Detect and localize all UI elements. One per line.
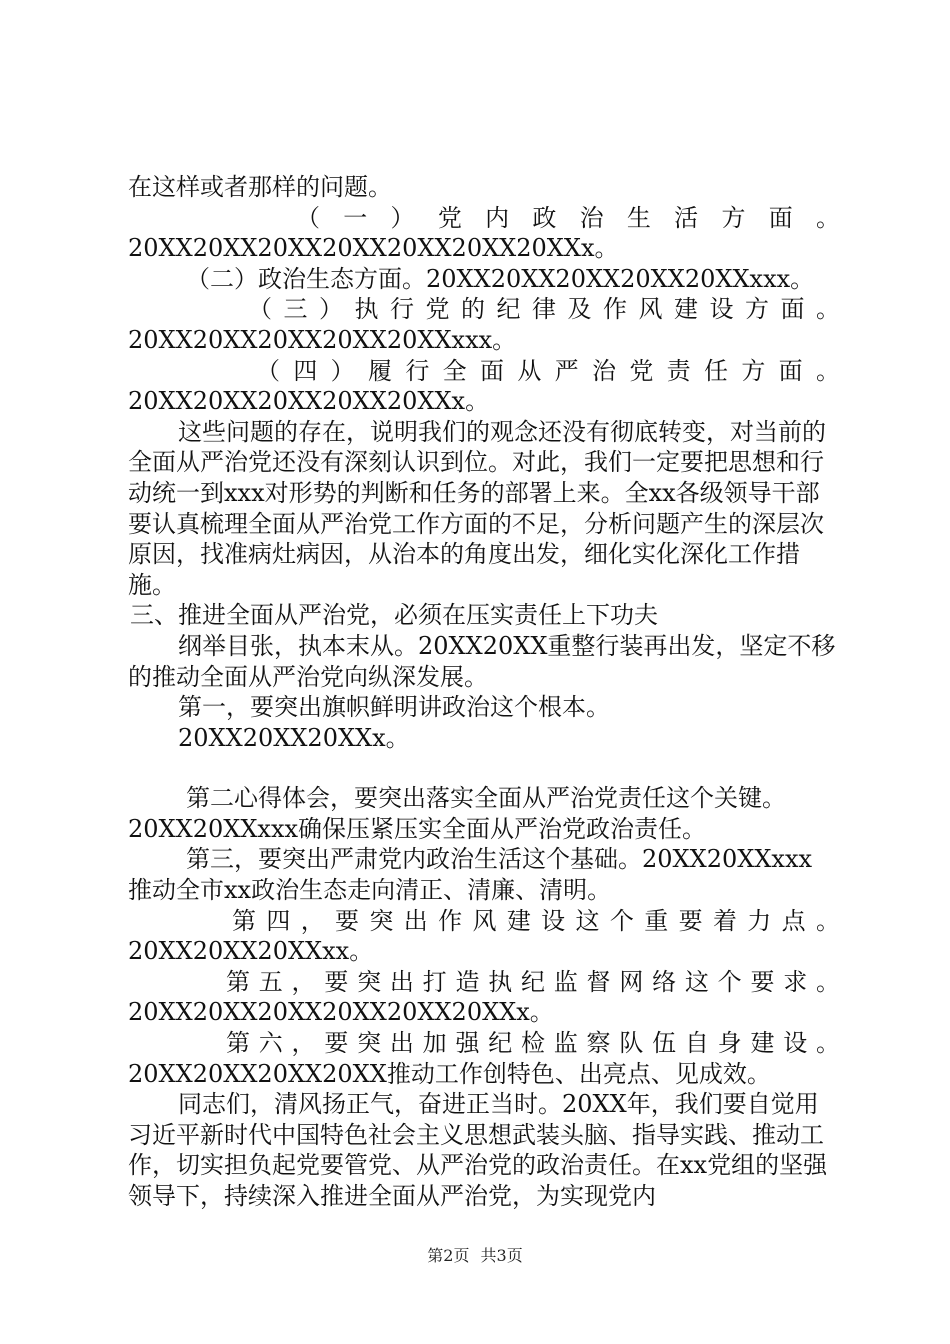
item-second-detail: 20XX20XXxxx确保压紧压实全面从严治党政治责任。 [128,814,707,843]
heading-discipline-style: （三）执行党的纪律及作风建设方面。 [248,295,840,324]
heading-full-responsibility: （四）履行全面从严治党责任方面。 [256,356,840,385]
paragraph-4: 20XX20XX20XX20XX20XXx。 [128,387,490,416]
document-body [128,172,840,1212]
item-sixth: 第六，要突出加强纪检监察队伍自身建设。 [226,1029,840,1058]
blank-line [128,753,840,783]
paragraph-closing: 同志们，清风扬正气，奋进正当时。20XX年，我们要自觉用习近平新时代中国特色社会主义思想武装头脑、指导实践、推动工作，切实担负起党要管党、从严治党的政治责任。在xx党组的坚强领导下，持续深入推进全面从严治党，为实现党内 [128,1090,828,1210]
item-second: 第二心得体会，要突出落实全面从严治党责任这个关键。 [186,784,786,813]
heading-party-political-life: （一）党内政治生活方面。 [296,203,840,232]
paragraph-overview: 纲举目张，执本末从。20XX20XX重整行装再出发，坚定不移的推动全面从严治党向纵深发展。 [128,631,836,691]
page-footer [0,1243,950,1266]
paragraph-problems-analysis: 这些问题的存在，说明我们的观念还没有彻底转变，对当前的全面从严治党还没有深刻认识到位。对此，我们一定要把思想和行动统一到xxx对形势的判断和任务的部署上来。全xx各级领导干部要认真梳理全面从严治党工作方面的不足，分析问题产生的深层次原因，找准病灶病因，从治本的角度出发，细化实化深化工作措施。 [128,417,826,599]
item-third: 第三，要突出严肃党内政治生活这个基础。20XX20XXxxx [186,845,813,874]
section-heading-three: 三、推进全面从严治党，必须在压实责任上下功夫 [130,601,658,630]
item-third-detail: 推动全市xx政治生态走向清正、清廉、清明。 [128,876,612,905]
paragraph-1: 在这样或者那样的问题。 [128,173,392,201]
heading-political-ecology: （二）政治生态方面。20XX20XX20XX20XX20XXxxx。 [186,264,815,293]
page-total: 共3页 [480,1246,523,1265]
item-sixth-detail: 20XX20XX20XX20XX推动工作创特色、出亮点、见成效。 [128,1059,771,1088]
item-fifth-detail: 20XX20XX20XX20XX20XX20XXx。 [128,998,554,1027]
paragraph-3: 20XX20XX20XX20XX20XXxxx。 [128,325,517,354]
paragraph-2: 20XX20XX20XX20XX20XX20XX20XXx。 [128,234,619,263]
item-first: 第一，要突出旗帜鲜明讲政治这个根本。20XX20XX20XXx。 [178,693,610,752]
item-fifth: 第五，要突出打造执纪监督网络这个要求。 [226,967,840,996]
page-number: 第2页 [427,1246,470,1265]
item-fourth-detail: 20XX20XX20XXxx。 [128,937,374,966]
item-fourth: 第四，要突出作风建设这个重要着力点。 [232,906,840,935]
